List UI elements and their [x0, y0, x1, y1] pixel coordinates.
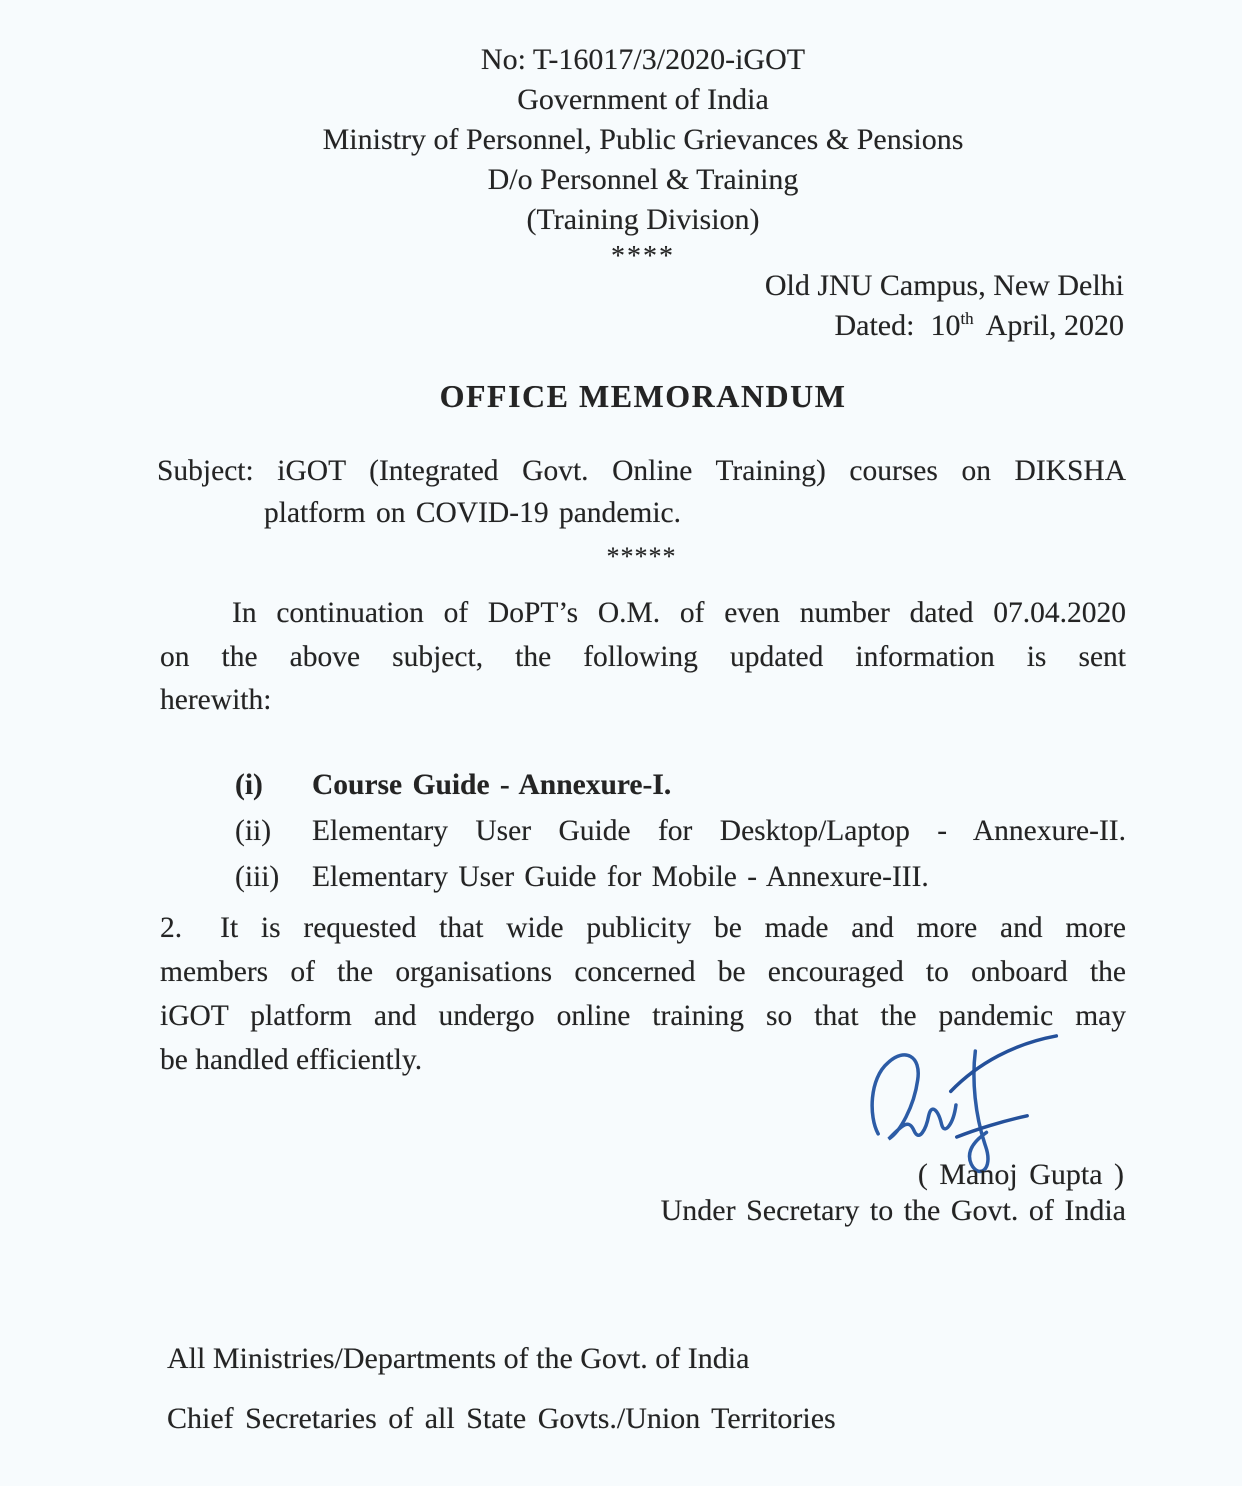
org-line-division: (Training Division) [526, 203, 760, 236]
place-line: Old JNU Campus, New Delhi [764, 269, 1124, 302]
list-text-iii: Elementary User Guide for Mobile - Annexure-III. [312, 861, 929, 893]
paragraph-2-line-1 [160, 906, 1126, 950]
list-marker-i: (i) [235, 769, 263, 801]
addressee-chief-secretaries: Chief Secretaries of all State Govts./Union Territories [167, 1402, 836, 1435]
paragraph-1-line-1: In continuation of DoPT’s O.M. of even number dated 07.04.2020 [232, 597, 1126, 629]
date-day: 10 [930, 309, 961, 342]
addressee-ministries: All Ministries/Departments of the Govt. of India [167, 1342, 750, 1375]
list-text-i: Course Guide - Annexure-I. [312, 769, 672, 801]
list-item-course-guide [235, 762, 1126, 808]
subject-line-1: Subject: iGOT (Integrated Govt. Online Training) courses on DIKSHA [157, 455, 1126, 487]
letterhead [160, 40, 1126, 274]
dated-label: Dated: [834, 309, 915, 342]
subject-block [157, 450, 1126, 578]
list-marker-ii: (ii) [235, 815, 272, 847]
list-text-ii: Elementary User Guide for Desktop/Laptop - Annexure-II. [312, 815, 1126, 847]
separator-stars-top: **** [611, 241, 675, 272]
annexure-list [235, 762, 1126, 900]
paragraph-1-line-3: herewith: [160, 684, 272, 716]
paragraph-2-number: 2. [160, 912, 183, 944]
signatory-designation: Under Secretary to the Govt. of India [660, 1194, 1126, 1227]
paragraph-2-line-3: iGOT platform and undergo online training so that the pandemic may [160, 1000, 1126, 1032]
reference-number: No: T-16017/3/2020-iGOT [480, 43, 806, 76]
org-line-department: D/o Personnel & Training [487, 163, 799, 196]
list-marker-iii: (iii) [235, 861, 280, 893]
paragraph-2-line-4: be handled efficiently. [160, 1044, 423, 1076]
paragraph-1-line-2: on the above subject, the following updated information is sent [160, 640, 1126, 673]
list-item-desktop-guide [235, 808, 1126, 854]
org-line-government: Government of India [517, 83, 769, 116]
list-item-mobile-guide [235, 854, 1126, 900]
date-ordinal: th [960, 309, 974, 328]
subject-line-2: platform on COVID-19 pandemic. [264, 497, 681, 529]
paragraph-2-line-2: members of the organisations concerned be encouraged to onboard the [160, 956, 1126, 988]
date-line [765, 306, 1124, 346]
paragraph-1 [160, 592, 1126, 723]
separator-stars-subject: ***** [606, 542, 677, 571]
date-month-year: April, 2020 [985, 309, 1124, 342]
document-title: OFFICE MEMORANDUM [439, 378, 847, 414]
signatory-name: ( Manoj Gupta ) [917, 1158, 1124, 1191]
place-date-block [765, 266, 1124, 346]
org-line-ministry: Ministry of Personnel, Public Grievances & Pensions [322, 123, 964, 156]
paragraph-2-line-1-text: It is requested that wide publicity be made and more and more [220, 912, 1126, 944]
